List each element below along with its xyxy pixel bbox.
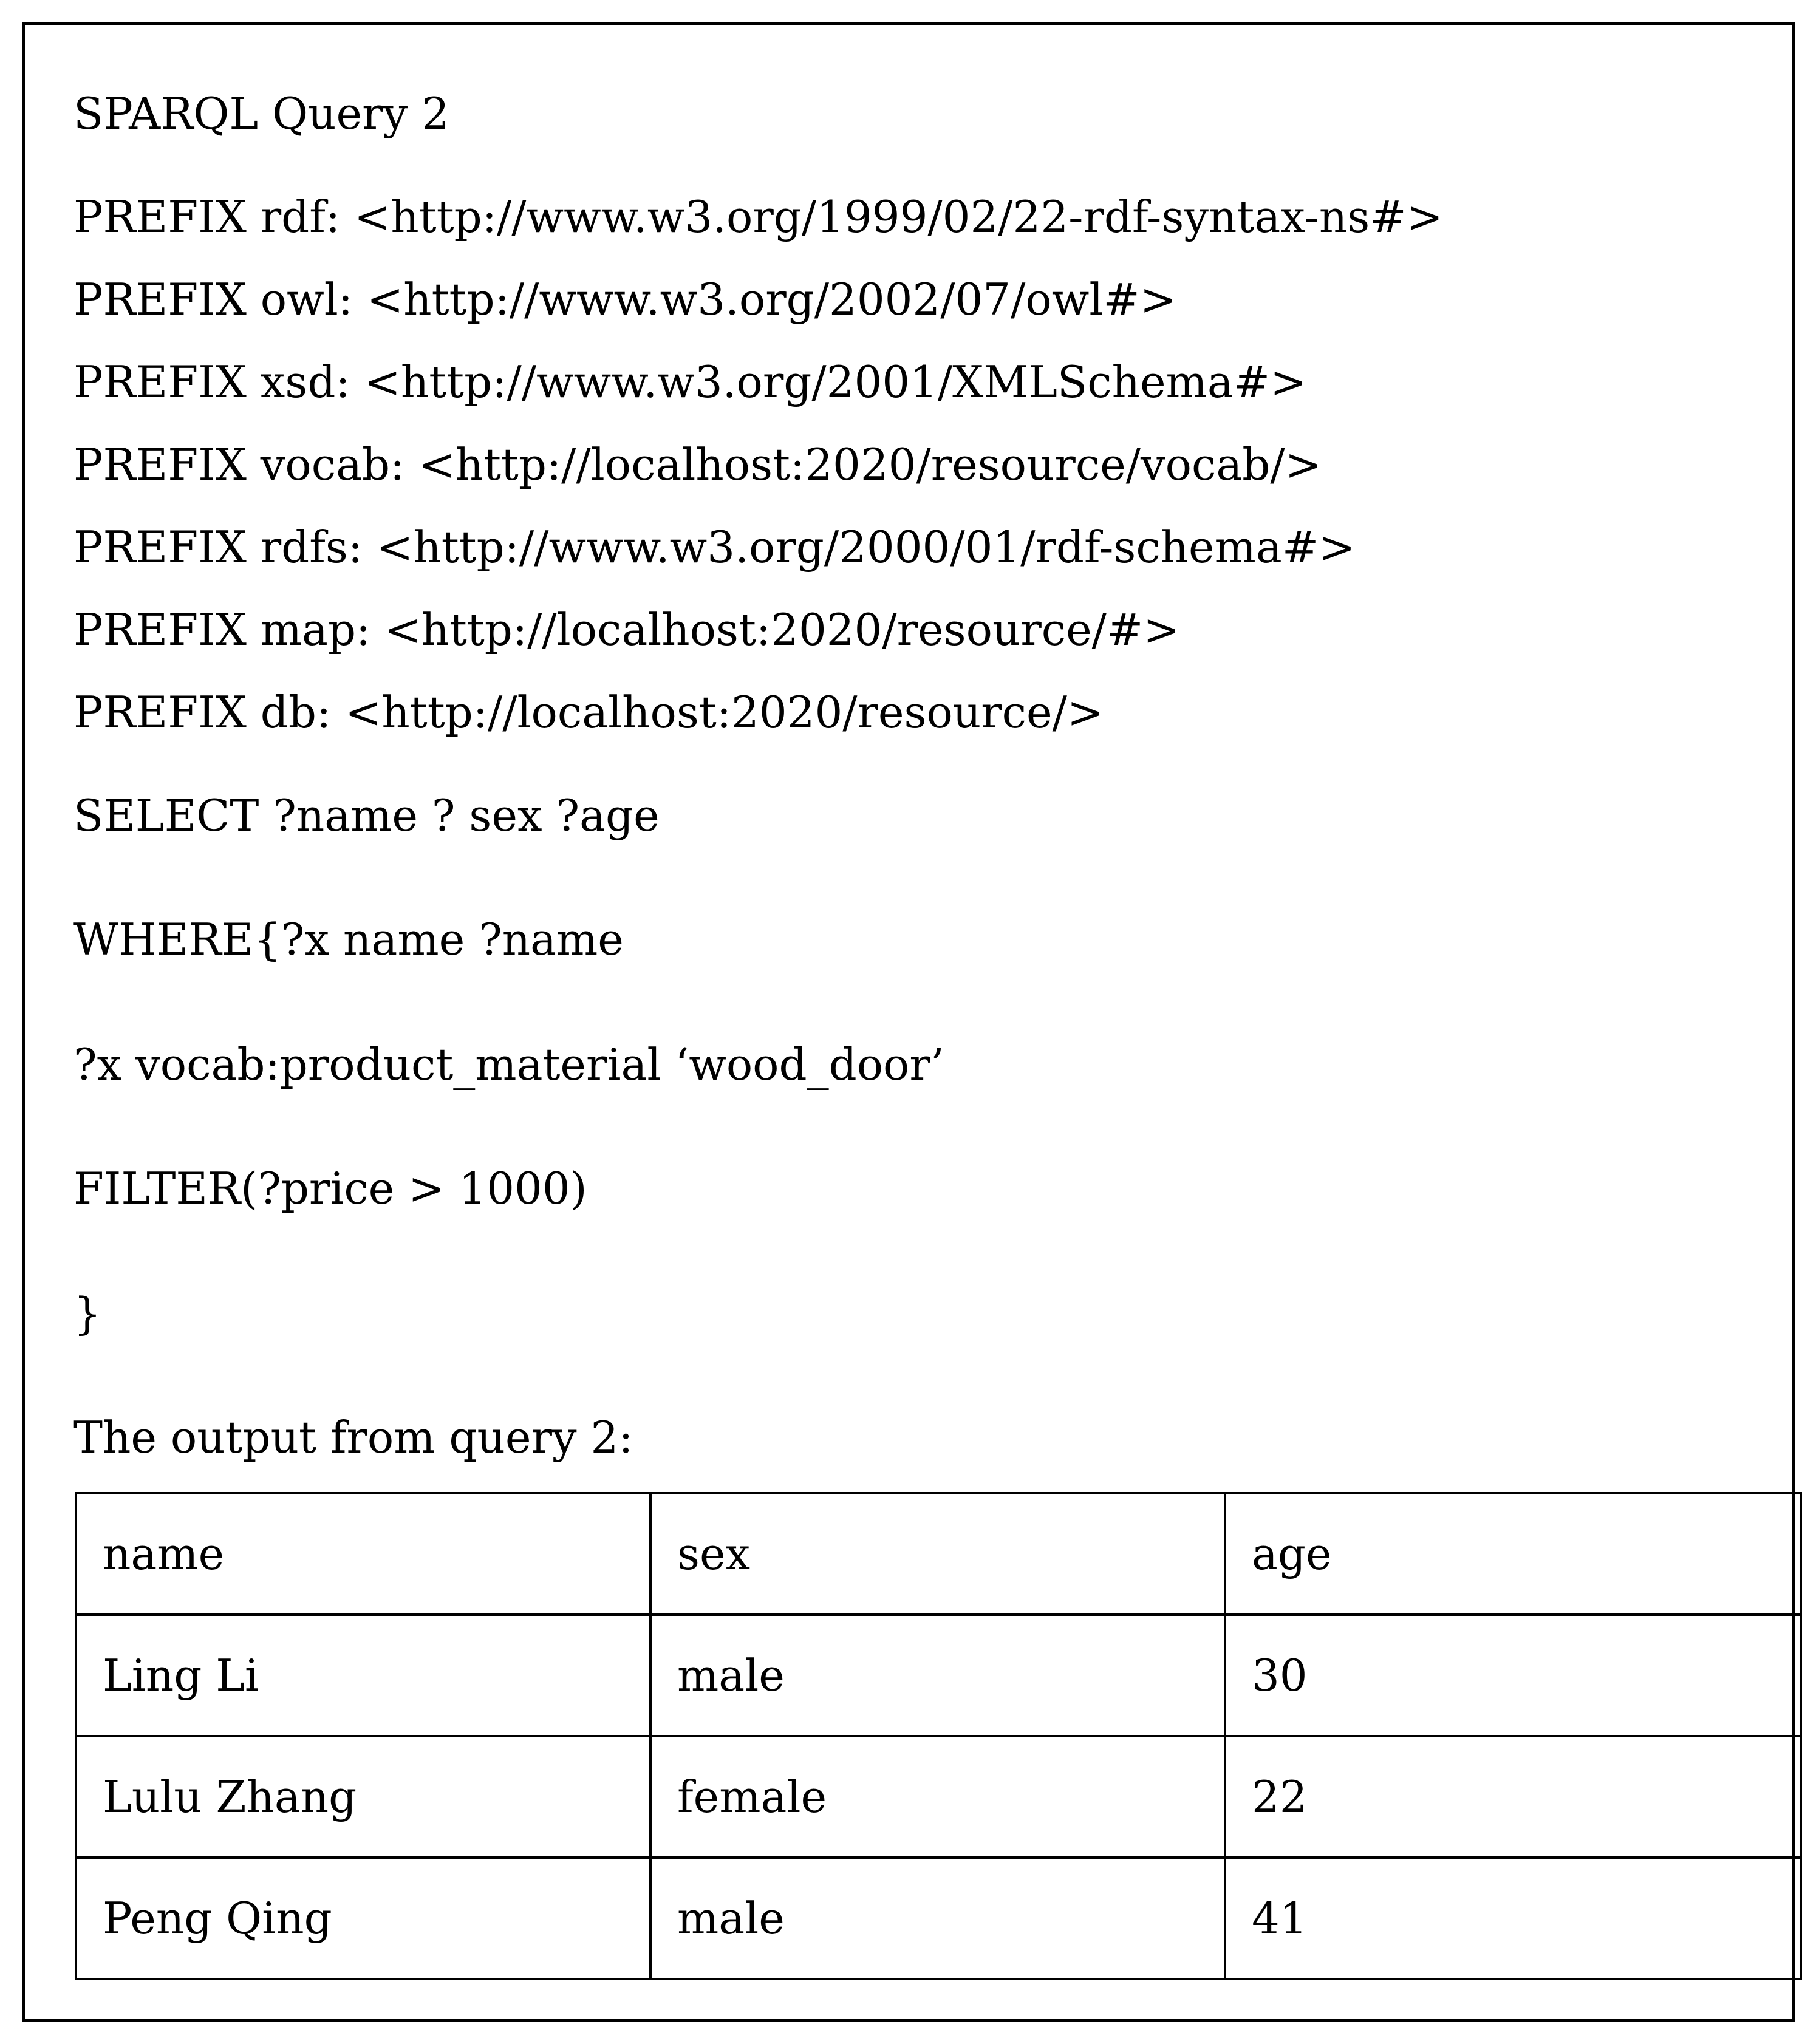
results-table (75, 1492, 1802, 1980)
document-title: SPARQL Query 2 (73, 88, 449, 139)
output-caption: The output from query 2: (73, 1412, 633, 1463)
table-row (76, 1736, 1801, 1858)
table-cell: male (650, 1615, 1225, 1736)
table-cell: 22 (1225, 1736, 1801, 1858)
header-cell-name: name (76, 1493, 650, 1615)
filter-clause: FILTER(?price > 1000) (73, 1163, 587, 1214)
prefix-owl: PREFIX owl: <http://www.w3.org/2002/07/owl#> (73, 274, 1177, 325)
table-header-row (76, 1493, 1801, 1615)
prefix-rdfs: PREFIX rdfs: <http://www.w3.org/2000/01/rdf-schema#> (73, 522, 1356, 573)
prefix-rdf: PREFIX rdf: <http://www.w3.org/1999/02/22-rdf-syntax-ns#> (73, 191, 1443, 242)
prefix-map: PREFIX map: <http://localhost:2020/resource/#> (73, 604, 1180, 655)
table-cell: Ling Li (76, 1615, 650, 1736)
table-cell: Lulu Zhang (76, 1736, 650, 1858)
table-cell: female (650, 1736, 1225, 1858)
prefix-db: PREFIX db: <http://localhost:2020/resource/> (73, 687, 1104, 738)
header-cell-sex: sex (650, 1493, 1225, 1615)
table-cell: Peng Qing (76, 1858, 650, 1979)
select-clause: SELECT ?name ? sex ?age (73, 790, 660, 841)
table-row (76, 1615, 1801, 1736)
closing-brace: } (73, 1288, 101, 1339)
table-cell: male (650, 1858, 1225, 1979)
header-cell-age: age (1225, 1493, 1801, 1615)
table-cell: 30 (1225, 1615, 1801, 1736)
table-cell: 41 (1225, 1858, 1801, 1979)
document-frame (22, 22, 1795, 2022)
material-triple: ?x vocab:product_material ‘wood_door’ (73, 1039, 944, 1090)
where-clause: WHERE{?x name ?name (73, 914, 624, 965)
table-row (76, 1858, 1801, 1979)
prefix-xsd: PREFIX xsd: <http://www.w3.org/2001/XMLSchema#> (73, 356, 1307, 407)
prefix-vocab: PREFIX vocab: <http://localhost:2020/resource/vocab/> (73, 439, 1322, 490)
